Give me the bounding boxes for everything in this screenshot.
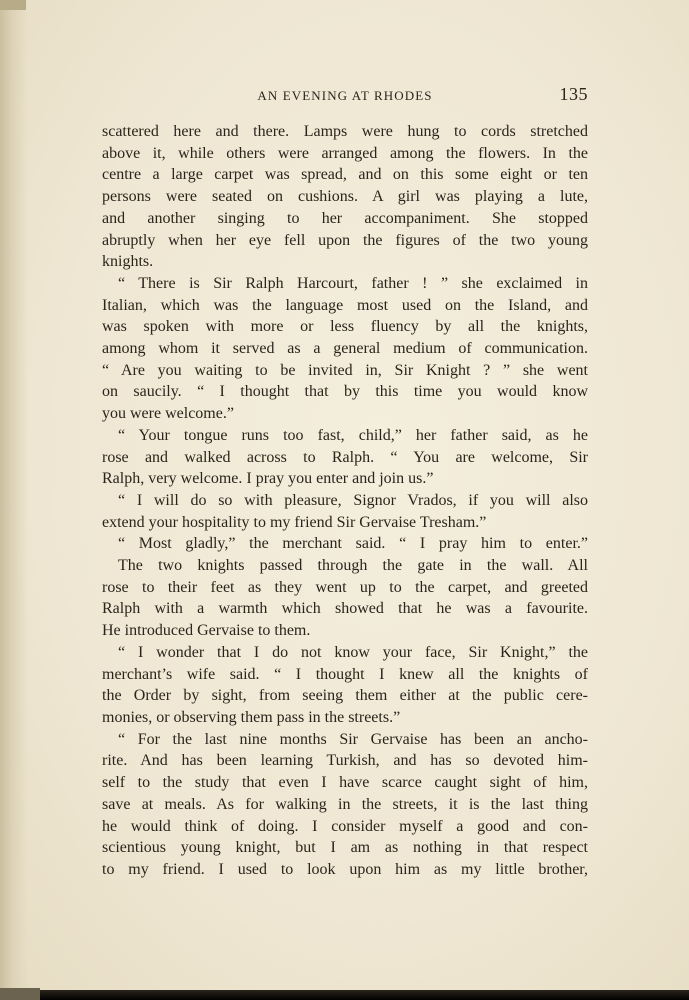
text-line: knights. — [102, 253, 154, 271]
text-line: Ralph, very welcome. I pray you enter and join us.” — [102, 470, 434, 488]
scan-bottom-corner — [0, 988, 40, 1000]
text-line: rite. And has been learning Turkish, and has so devoted him- — [102, 752, 588, 770]
text-line: “ There is Sir Ralph Harcourt, father ! ” she exclaimed in — [118, 274, 588, 292]
text-line: “ Your tongue runs too fast, child,” her father said, as he — [118, 426, 588, 444]
page-header — [102, 84, 588, 108]
text-line: merchant’s wife said. “ I thought I knew all the knights of — [102, 665, 588, 683]
body-text — [102, 121, 588, 881]
text-line: save at meals. As for walking in the streets, it is the last thing — [102, 795, 588, 813]
text-line: “ I wonder that I do not know your face, Sir Knight,” the — [118, 643, 588, 661]
text-line: extend your hospitality to my friend Sir Gervaise Tresham.” — [102, 513, 487, 531]
text-line: Italian, which was the language most used on the Island, and — [102, 296, 588, 314]
page-number: 135 — [559, 84, 588, 104]
text-line: monies, or observing them pass in the streets.” — [102, 708, 401, 726]
text-line: scattered here and there. Lamps were hung to cords stretched — [102, 123, 588, 140]
running-head: AN EVENING AT RHODES — [257, 88, 433, 103]
gutter-shadow — [0, 0, 28, 1000]
text-line: “ Are you waiting to be invited in, Sir Knight ? ” she went — [102, 361, 588, 379]
text-line: among whom it served as a general medium of communication. — [102, 340, 588, 358]
text-line: the Order by sight, from seeing them either at the public cere- — [102, 687, 588, 705]
text-line: rose and walked across to Ralph. “ You are welcome, Sir — [102, 448, 588, 466]
text-line: Ralph with a warmth which showed that he was a favourite. — [102, 600, 588, 618]
page-corner-mark — [0, 0, 26, 10]
text-line: self to the study that even I have scarce caught sight of him, — [102, 774, 588, 792]
text-line: above it, while others were arranged among the flowers. In the — [102, 144, 588, 162]
scan-bottom-edge — [0, 990, 689, 1000]
text-line: and another singing to her accompaniment. She stopped — [102, 209, 588, 227]
text-line: on saucily. “ I thought that by this time you would know — [102, 383, 588, 401]
text-line: scientious young knight, but I am as nothing in that respect — [102, 839, 588, 857]
text-line: “ Most gladly,” the merchant said. “ I pray him to enter.” — [118, 535, 588, 553]
text-line: to my friend. I used to look upon him as my little brother, — [102, 860, 588, 878]
text-line: “ I will do so with pleasure, Signor Vrados, if you will also — [118, 491, 588, 509]
text-line: was spoken with more or less fluency by all the knights, — [102, 318, 588, 336]
text-line: abruptly when her eye fell upon the figures of the two young — [102, 231, 588, 249]
text-line: you were welcome.” — [102, 405, 234, 423]
text-line: He introduced Gervaise to them. — [102, 622, 311, 640]
text-line: rose to their feet as they went up to the carpet, and greeted — [102, 578, 588, 596]
text-line: persons were seated on cushions. A girl was playing a lute, — [102, 188, 588, 206]
text-line: “ For the last nine months Sir Gervaise has been an ancho- — [118, 730, 588, 748]
text-line: The two knights passed through the gate in the wall. All — [118, 557, 588, 575]
text-line: he would think of doing. I consider myself a good and con- — [102, 817, 588, 835]
text-line: centre a large carpet was spread, and on this some eight or ten — [102, 166, 588, 184]
